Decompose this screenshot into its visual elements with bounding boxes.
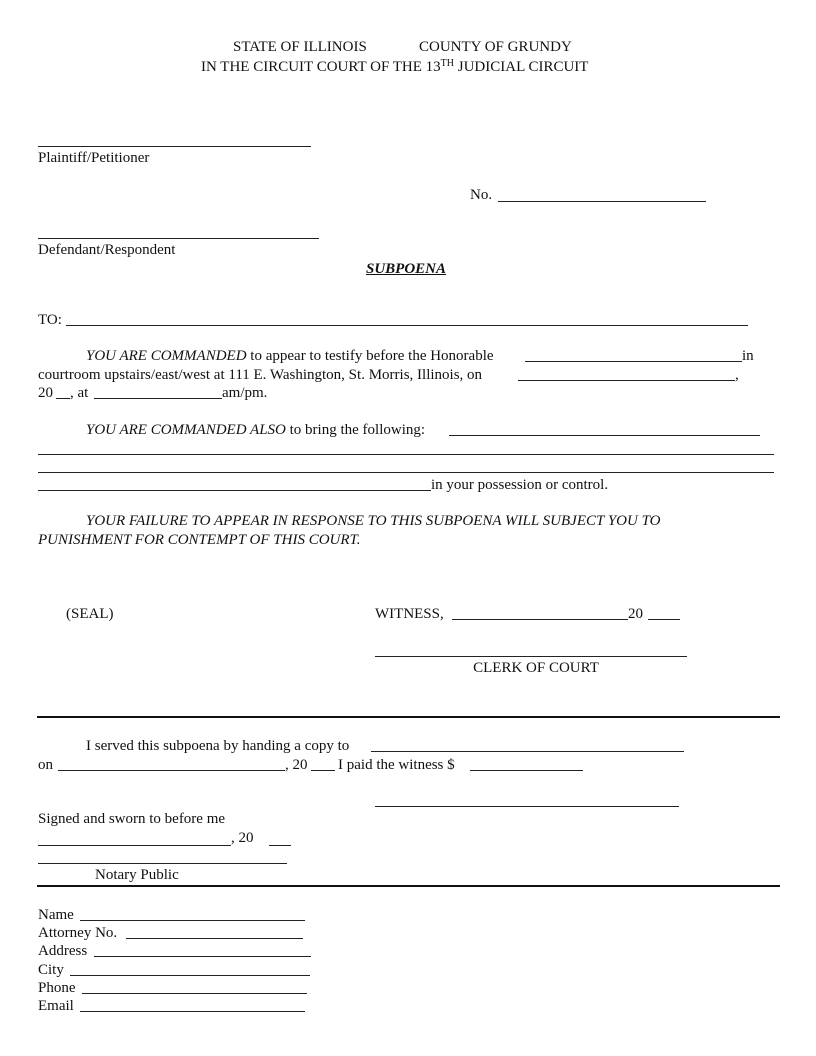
to-label: TO: — [38, 312, 62, 328]
ampm-text: am/pm. — [222, 385, 268, 401]
city-line[interactable] — [70, 975, 310, 976]
sworn-year: , 20 — [231, 830, 254, 846]
year-prefix: 20 — [38, 385, 53, 401]
state-heading: STATE OF ILLINOIS — [233, 39, 367, 55]
attorney-no-label: Attorney No. — [38, 925, 118, 941]
items-line-3[interactable] — [38, 472, 774, 473]
server-signature-line[interactable] — [375, 806, 679, 807]
notary-label: Notary Public — [95, 867, 179, 883]
plaintiff-line[interactable] — [38, 146, 311, 147]
notary-signature-line[interactable] — [38, 863, 287, 864]
warning-line-1: YOUR FAILURE TO APPEAR IN RESPONSE TO THIS SUBPOENA WILL SUBJECT YOU TO — [86, 513, 661, 529]
section-divider-2 — [37, 885, 780, 887]
sworn-year-line[interactable] — [269, 845, 291, 846]
possession-text: in your possession or control. — [431, 477, 609, 493]
section-divider — [37, 716, 780, 718]
phone-line[interactable] — [82, 993, 307, 994]
to-line[interactable] — [66, 325, 748, 326]
paid-text: I paid the witness $ — [338, 757, 455, 773]
served-person-line[interactable] — [371, 751, 684, 752]
plaintiff-label: Plaintiff/Petitioner — [38, 150, 150, 166]
year-line[interactable] — [56, 398, 70, 399]
fee-line[interactable] — [470, 770, 583, 771]
attorney-no-line[interactable] — [126, 938, 303, 939]
date-line[interactable] — [518, 380, 735, 381]
email-line[interactable] — [80, 1011, 305, 1012]
time-line[interactable] — [94, 398, 222, 399]
sworn-date-line[interactable] — [38, 845, 231, 846]
courtroom-text: courtroom upstairs/east/west at 111 E. Washington, St. Morris, Illinois, on — [38, 367, 483, 383]
warning-line-2: PUNISHMENT FOR CONTEMPT OF THIS COURT. — [38, 532, 361, 548]
service-date-line[interactable] — [58, 770, 285, 771]
case-number-line[interactable] — [498, 201, 706, 202]
on-text: on — [38, 757, 53, 773]
defendant-label: Defendant/Respondent — [38, 242, 176, 258]
case-number-label: No. — [470, 187, 493, 203]
address-line[interactable] — [94, 956, 311, 957]
at-text: , at — [70, 385, 89, 401]
service-year: , 20 — [285, 757, 308, 773]
city-label: City — [38, 962, 64, 978]
items-line-1[interactable] — [449, 435, 760, 436]
defendant-line[interactable] — [38, 238, 319, 239]
subpoena-title: SUBPOENA — [366, 261, 447, 277]
county-heading: COUNTY OF GRUNDY — [419, 39, 572, 55]
email-label: Email — [38, 998, 74, 1014]
address-label: Address — [38, 943, 88, 959]
clerk-label: CLERK OF COURT — [473, 660, 599, 676]
in-text: in — [742, 348, 754, 364]
name-label: Name — [38, 907, 74, 923]
sworn-label: Signed and sworn to before me — [38, 811, 226, 827]
clerk-signature-line[interactable] — [375, 656, 687, 657]
witness-year: 20 — [628, 606, 643, 622]
judge-line[interactable] — [525, 361, 742, 362]
court-heading: IN THE CIRCUIT COURT OF THE 13TH JUDICIAL CIRCUIT — [201, 58, 589, 75]
date-comma: , — [735, 367, 739, 383]
command-bring: YOU ARE COMMANDED ALSO to bring the following: — [86, 422, 426, 438]
items-line-2[interactable] — [38, 454, 774, 455]
items-line-4[interactable] — [38, 490, 431, 491]
name-line[interactable] — [80, 920, 305, 921]
phone-label: Phone — [38, 980, 76, 996]
witness-line[interactable] — [452, 619, 628, 620]
witness-year-line[interactable] — [648, 619, 680, 620]
service-text: I served this subpoena by handing a copy to — [86, 738, 350, 754]
command-testify: YOU ARE COMMANDED to appear to testify before the Honorable — [86, 348, 494, 364]
witness-label: WITNESS, — [375, 606, 444, 622]
seal-label: (SEAL) — [66, 606, 114, 622]
service-year-line[interactable] — [311, 770, 335, 771]
